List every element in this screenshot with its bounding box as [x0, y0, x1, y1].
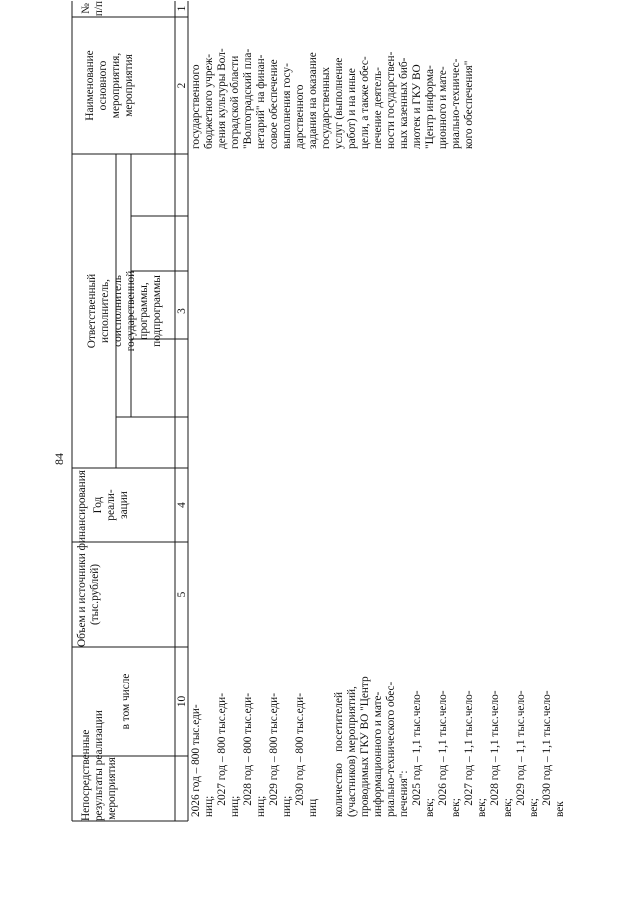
col-number-1: 1	[176, 5, 188, 12]
event-name-continuation: государственного бюджетного учреж- дения культуры Вол- гоградской области "Волгоградский пла- нетарий" на финан- совое обеспечение выполнения госу- дарственного задания на оказание государственных услуг (выполнение работ) и на иные цели, а также обес- печение деятель- ности государствен- ных казенных биб- лиотек и ГКУ ВО "Центр информа- ционного и мате- риально-техничес- кого обеспечения"	[190, 48, 475, 149]
col-number-2: 2	[176, 82, 188, 89]
header-including: в том числе	[120, 673, 132, 730]
col-number-4: 4	[176, 502, 188, 508]
header-funding-group: Объем и источники финансирования (тыс.рублей)	[76, 470, 101, 647]
results-text: 2026 год – 800 тыс.еди- ниц; 2027 год – 800 тыс.еди- ниц; 2028 год – 800 тыс.еди- ниц; 2029 год – 800 тыс.еди- ниц; 2030 год – 800 тыс.еди- ниц количество посетителей (участников) мероприятий, проводимых ГКУ ВО "Центр информационного и мате- риально-технического обес- печения": 2025 год – 1,1 тыс.чело- век; 2026 год – 1,1 тыс.чело- век; 2027 год – 1,1 тыс.чело- век; 2028 год – 1,1 тыс.чело- век; 2029 год – 1,1 тыс.чело- век; 2030 год – 1,1 тыс.чело- век	[190, 676, 566, 817]
page-number: 84	[52, 453, 66, 465]
col-number-3: 3	[176, 308, 188, 314]
col-number-10: 10	[176, 695, 188, 708]
header-year: Год реали- зации	[92, 489, 130, 521]
header-number: № п/п	[80, 0, 105, 17]
header-event-name: Наименование основного мероприятия, мероприятия	[84, 50, 135, 121]
col-number-5: 5	[176, 591, 188, 598]
header-executor: Ответственный исполнитель, соисполнитель государственной программы, подпрограммы	[86, 270, 163, 352]
header-results: Непосредственные результаты реализации мероприятия	[80, 710, 118, 821]
